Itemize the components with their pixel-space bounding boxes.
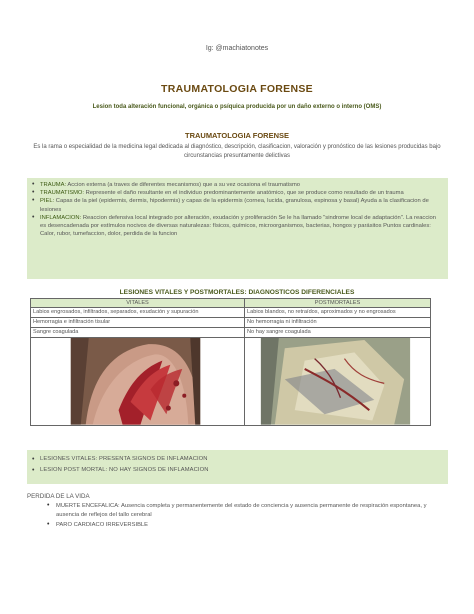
term-item xyxy=(40,189,442,197)
life-loss-list xyxy=(56,502,449,532)
term-text: Reaccion defensiva local integrado por alteración, exudación y proliferación Se le ha llamado "sindrome local de adaptación". La reaccion es desencadenada por estímulos nocivos de diversas naturalezas: físicos, químicos, microorganismos, bacterias, hongos y parásitos Puntos cardinales: Calor, rubor, tumefaccion, dolor, perdida de la funcion xyxy=(40,214,436,238)
section-intro: Es la rama o especialidad de la medicina legal dedicada al diagnóstico, descripción, clasificacion, valoración y pronóstico de las lesiones producidas bajo circunstancias presuntamente delictivas xyxy=(33,144,441,159)
term-text: Accion externa (a traves de diferentes mecanismos) que a su vez ocasiona el traumatismo xyxy=(66,182,301,188)
life-loss-title: PERDIDA DE LA VIDA xyxy=(27,493,90,500)
vital-lesion-photo-cell xyxy=(31,338,245,426)
term-text: Represente el daño resultante en el individuo predominantemente anatómico, que se produce como resultado de un trauma xyxy=(84,190,404,197)
section-title: TRAUMATOLOGIA FORENSE xyxy=(184,131,290,140)
life-loss-item xyxy=(56,502,449,519)
sign-item: • LESION POST MORTAL: NO HAY SIGNOS DE INFLAMACION xyxy=(40,465,442,476)
term-item xyxy=(40,214,442,239)
table-row xyxy=(31,308,431,318)
terms-list xyxy=(27,178,448,238)
table-row xyxy=(31,328,431,338)
column-header-postmortales: POSTMORTALES xyxy=(245,299,431,308)
table-cell: Sangre coagulada xyxy=(31,328,245,338)
life-loss-term: PARO CARDIACO IRREVERSIBLE xyxy=(56,522,149,529)
table-image-row xyxy=(31,338,431,426)
table-cell: No hemorragia ni infiltración xyxy=(245,318,431,328)
sign-item: • LESIONES VITALES: PRESENTA SIGNOS DE INFLAMACION xyxy=(40,454,442,465)
term-label: PIEL: xyxy=(40,198,55,205)
table-cell: Labios engrosados, infiltrados, separados, exudación y supuración xyxy=(31,308,245,318)
signs-list xyxy=(27,450,448,476)
life-loss-text: Ausencia completa y permanentemente del estado de conciencia y ausencia permanente de respiración espontanea, y ausencia de reflejos del tallo cerebral xyxy=(56,503,427,518)
table-header-row xyxy=(31,299,431,308)
vital-lesion-photo xyxy=(31,338,244,425)
inflammation-signs-box xyxy=(27,450,448,484)
table-cell: No hay sangre coagulada xyxy=(245,328,431,338)
table-row xyxy=(31,318,431,328)
term-label: INFLAMACION: xyxy=(40,214,82,221)
lesion-comparison-table xyxy=(30,298,431,426)
page-title: TRAUMATOLOGIA FORENSE xyxy=(161,83,313,95)
table-cell: Labios blandos, no retraídos, aproximados y no engrosados xyxy=(245,308,431,318)
postmortem-lesion-photo-cell xyxy=(245,338,431,426)
social-handle: Ig: @machiatonotes xyxy=(205,45,269,52)
terms-box xyxy=(27,178,448,279)
term-item xyxy=(40,181,442,189)
term-label: TRAUMATISMO: xyxy=(40,190,85,197)
term-item xyxy=(40,197,442,213)
life-loss-item xyxy=(56,521,449,530)
column-header-vitales: VITALES xyxy=(31,299,245,308)
table-title: LESIONES VITALES Y POSTMORTALES: DIAGNOSTICOS DIFERENCIALES xyxy=(119,289,355,296)
term-label: TRAUMA: xyxy=(40,182,67,188)
postmortem-lesion-photo xyxy=(245,338,430,425)
term-text: Capas de la piel (epidermis, dermis, hipodermis) y capas de la epidermis (cornea, lucida, granulosa, espinosa y basal) Ayuda a la clasificacion de lesiones xyxy=(40,198,429,213)
table-cell: Hemorragia e infiltración tisular xyxy=(31,318,245,328)
lesion-definition: Lesion toda alteración funcional, orgánica o psíquica producida por un daño externo o interno (OMS) xyxy=(92,104,382,110)
life-loss-term: MUERTE ENCEFALICA: xyxy=(56,503,120,509)
